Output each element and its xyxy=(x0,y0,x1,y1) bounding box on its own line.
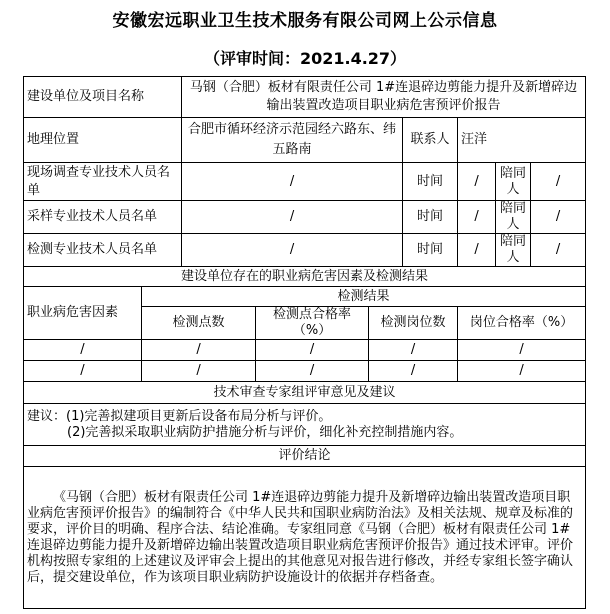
hazard-data-row xyxy=(24,361,586,382)
table-cell: / xyxy=(458,361,586,382)
disclosure-table xyxy=(23,76,586,609)
staff-names: / xyxy=(182,201,403,234)
unit-value: 马钢（合肥）板材有限责任公司 1#连退碎边剪能力提升及新增碎边输出装置改造项目职业病危害预评价报告 xyxy=(182,77,586,118)
table-cell: / xyxy=(142,361,256,382)
table-cell: / xyxy=(256,361,369,382)
conclusion-content-row xyxy=(24,467,586,609)
time-value: / xyxy=(458,234,496,267)
companion-label: 陪同人 xyxy=(496,201,531,234)
column-header: 检测点合格率（%） xyxy=(256,307,369,340)
staff-names: / xyxy=(182,163,403,201)
review-line-2: (2)完善拟采取职业病防护措施分析与评价，细化补充控制措施内容。 xyxy=(67,424,463,440)
location-value: 合肥市循环经济示范园经六路东、纬五路南 xyxy=(182,118,403,163)
location-label: 地理位置 xyxy=(24,118,182,163)
conclusion-section-row xyxy=(24,446,586,467)
review-content-row xyxy=(24,404,586,446)
companion-value: / xyxy=(531,163,586,201)
table-cell: / xyxy=(24,340,142,361)
hazard-factor-label: 职业病危害因素 xyxy=(24,287,142,340)
table-cell: / xyxy=(256,340,369,361)
staff-label: 现场调查专业技术人员名单 xyxy=(24,163,182,201)
staff-label: 检测专业技术人员名单 xyxy=(24,234,182,267)
table-cell: / xyxy=(369,340,458,361)
review-content xyxy=(24,404,586,446)
staff-row xyxy=(24,201,586,234)
time-label: 时间 xyxy=(403,163,458,201)
unit-label: 建设单位及项目名称 xyxy=(24,77,182,118)
staff-names: / xyxy=(182,234,403,267)
table-cell: / xyxy=(24,361,142,382)
column-header: 检测岗位数 xyxy=(369,307,458,340)
table-cell: / xyxy=(142,340,256,361)
hazard-header-row xyxy=(24,287,586,307)
companion-label: 陪同人 xyxy=(496,234,531,267)
companion-value: / xyxy=(531,234,586,267)
location-row xyxy=(24,118,586,163)
staff-row xyxy=(24,234,586,267)
hazard-data-row xyxy=(24,340,586,361)
companion-label: 陪同人 xyxy=(496,163,531,201)
staff-label: 采样专业技术人员名单 xyxy=(24,201,182,234)
contact-value: 汪洋 xyxy=(458,118,586,163)
conclusion-section-title: 评价结论 xyxy=(24,446,586,467)
staff-row xyxy=(24,163,586,201)
contact-label: 联系人 xyxy=(403,118,458,163)
review-section-title: 技术审查专家组评审意见及建议 xyxy=(24,382,586,404)
time-value: / xyxy=(458,201,496,234)
review-section-row xyxy=(24,382,586,404)
conclusion-text: 《马钢（合肥）板材有限责任公司 1#连退碎边剪能力提升及新增碎边输出装置改造项目职业病危害预评价报告》的编制符合《中华人民共和国职业病防治法》及相关法规、规章及标准的要求，评价目的明确、程序合法、结论准确。专家组同意《马钢（合肥）板材有限责任公司 1#连退碎边剪能力提升及新增碎边输出装置改造项目职业病危害预评价报告》通过技术评审。评价机构按照专家组的上述建议及评审会上提出的其他意见对报告进行修改，并经专家组长签字确认后，提交建设单位，作为该项目职业病防护设施设计的依据并存档备查。 xyxy=(24,467,586,609)
page-title: 安徽宏远职业卫生技术服务有限公司网上公示信息 xyxy=(112,11,498,31)
hazard-section-row xyxy=(24,267,586,287)
hazard-results-label: 检测结果 xyxy=(142,287,586,307)
time-label: 时间 xyxy=(403,234,458,267)
companion-value: / xyxy=(531,201,586,234)
time-label: 时间 xyxy=(403,201,458,234)
time-value: / xyxy=(458,163,496,201)
review-time: （评审时间：2021.4.27） xyxy=(203,49,407,68)
hazard-section-title: 建设单位存在的职业病危害因素及检测结果 xyxy=(24,267,586,287)
review-line-1: 建议：(1)完善拟建项目更新后设备布局分析与评价。 xyxy=(27,408,332,424)
table-cell: / xyxy=(458,340,586,361)
column-header: 检测点数 xyxy=(142,307,256,340)
column-header: 岗位合格率（%） xyxy=(458,307,586,340)
project-name-row xyxy=(24,77,586,118)
table-cell: / xyxy=(369,361,458,382)
